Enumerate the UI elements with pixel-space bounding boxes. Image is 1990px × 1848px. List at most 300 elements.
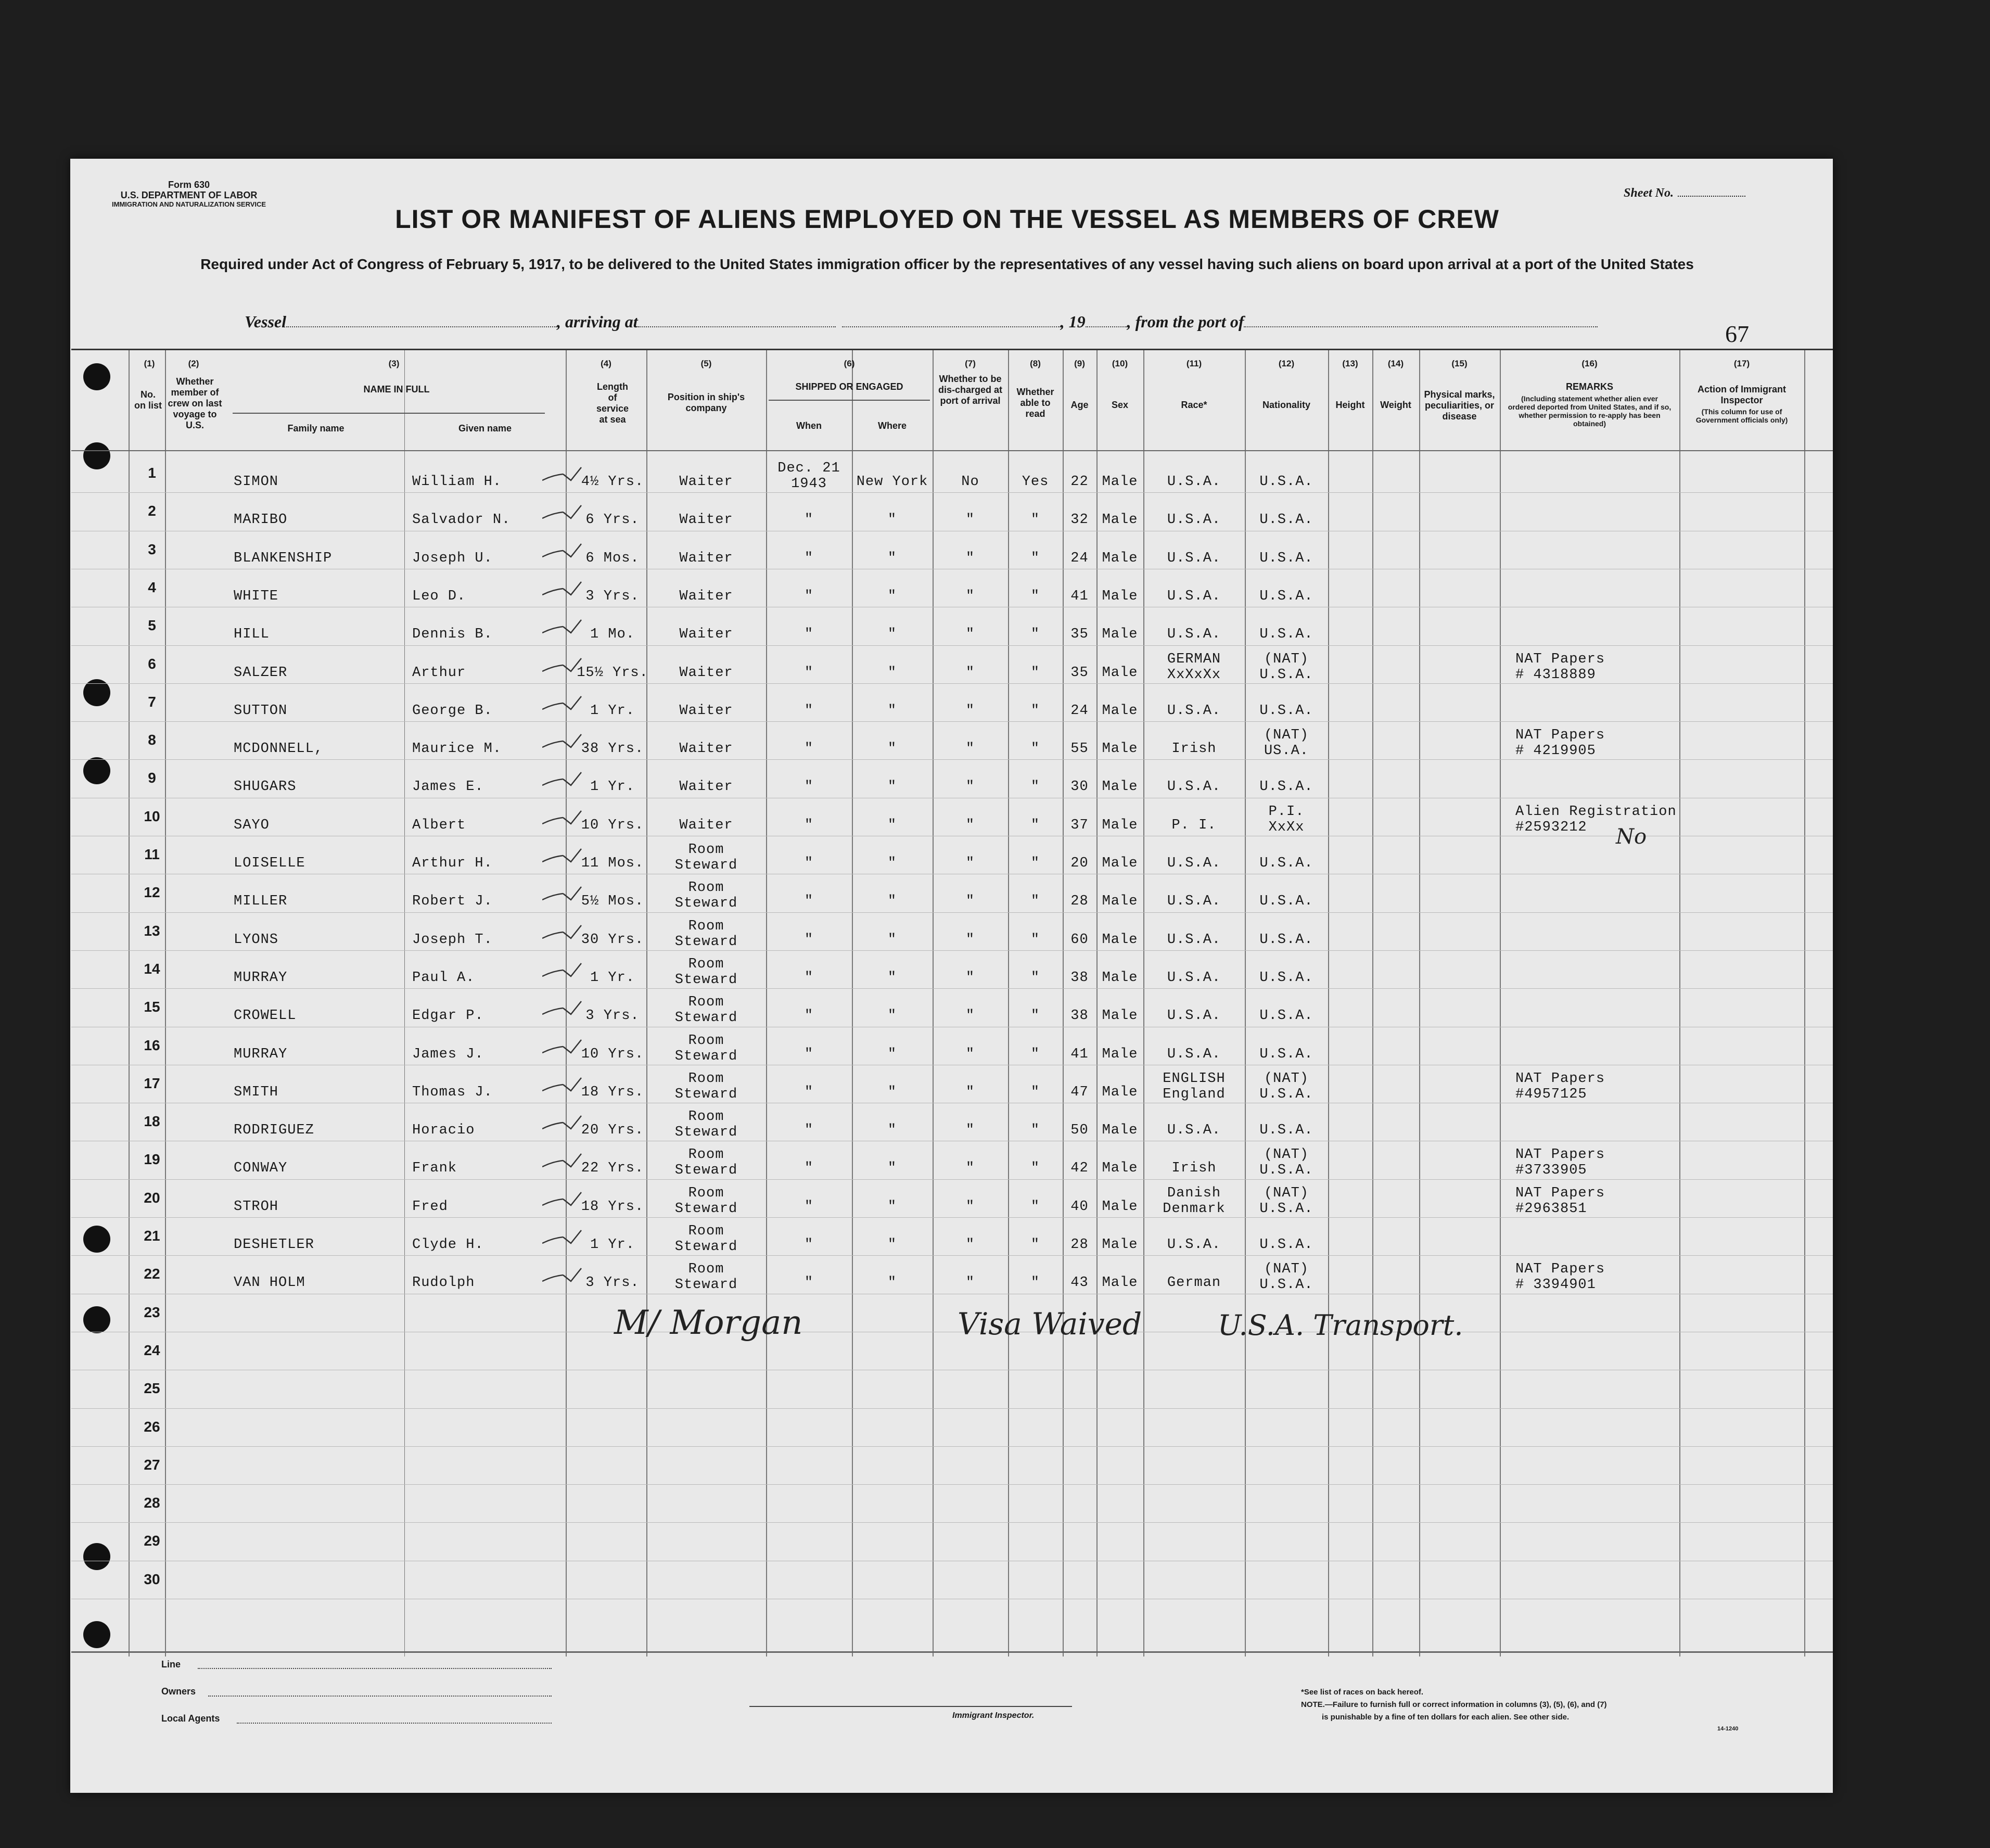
cell-position: Room Steward xyxy=(674,842,738,873)
cell-read: Yes xyxy=(1022,474,1049,490)
cell-race: Irish xyxy=(1171,1161,1217,1177)
cell-where: " xyxy=(887,512,897,528)
cell-family: DESHETLER xyxy=(234,1237,314,1253)
cell-where: " xyxy=(887,779,897,795)
row-number: 23 xyxy=(144,1304,160,1320)
cell-given: Joseph T. xyxy=(412,932,493,948)
cell-when: " xyxy=(804,627,814,643)
cell-family: BLANKENSHIP xyxy=(234,550,333,566)
cell-race: U.S.A. xyxy=(1167,856,1221,871)
check-mark-icon xyxy=(542,656,599,677)
hdr-able-read: Whether able to read xyxy=(1016,387,1054,419)
cell-sex: Male xyxy=(1102,1046,1138,1062)
cell-family: SIMON xyxy=(234,474,279,490)
cell-where: " xyxy=(887,588,897,604)
cell-age: 30 xyxy=(1070,779,1089,795)
check-mark-icon xyxy=(542,808,599,829)
cell-read: " xyxy=(1030,894,1040,910)
cell-read: " xyxy=(1030,817,1040,833)
cell-race: U.S.A. xyxy=(1167,1046,1221,1062)
cell-length: 5½ Mos. xyxy=(581,894,644,910)
cell-position: Waiter xyxy=(679,665,733,681)
row-number: 12 xyxy=(144,884,160,901)
cell-disch: " xyxy=(965,741,975,757)
cell-disch: " xyxy=(965,1275,975,1291)
cell-sex: Male xyxy=(1102,1084,1138,1100)
cell-remarks: Alien Registration #2593212 xyxy=(1515,804,1677,835)
hdr-race: Race* xyxy=(1181,400,1207,410)
cell-where: " xyxy=(887,817,897,833)
cell-age: 32 xyxy=(1070,512,1089,528)
cell-given: Fred xyxy=(412,1199,448,1215)
crew-manifest-table xyxy=(71,349,1833,1656)
cell-when: " xyxy=(804,741,814,757)
cell-disch: " xyxy=(965,970,975,986)
cell-position: Room Steward xyxy=(674,918,738,950)
check-mark-icon xyxy=(542,541,599,562)
cell-disch: " xyxy=(965,932,975,948)
cell-read: " xyxy=(1030,550,1040,566)
row-number: 17 xyxy=(144,1075,160,1091)
cell-nat: U.S.A. xyxy=(1259,1046,1313,1062)
check-mark-icon xyxy=(542,770,599,791)
cell-nat: P.I. XxXx xyxy=(1268,804,1305,835)
cell-when: " xyxy=(804,779,814,795)
cell-race: U.S.A. xyxy=(1167,474,1221,490)
cell-length: 15½ Yrs. xyxy=(577,665,648,681)
cell-length: 3 Yrs. xyxy=(585,1008,640,1024)
hdr-action: Action of Immigrant Inspector xyxy=(1698,384,1786,405)
cell-length: 1 Yr. xyxy=(590,703,635,719)
cell-disch: " xyxy=(965,1199,975,1215)
hdr-shipped-engaged: SHIPPED OR ENGAGED xyxy=(795,381,903,392)
cell-sex: Male xyxy=(1102,1237,1138,1253)
cell-nat: (NAT) U.S.A. xyxy=(1259,1147,1313,1179)
cell-when: " xyxy=(804,703,814,719)
row-number: 7 xyxy=(148,693,156,710)
cell-family: SHUGARS xyxy=(234,779,297,795)
check-mark-icon xyxy=(542,1075,599,1096)
cell-given: William H. xyxy=(412,474,502,490)
cell-remarks: NAT Papers # 3394901 xyxy=(1515,1261,1605,1293)
cell-position: Waiter xyxy=(679,512,733,528)
row-number: 9 xyxy=(148,770,156,786)
row-number: 15 xyxy=(144,999,160,1015)
check-mark-icon xyxy=(542,1151,599,1172)
cell-nat: (NAT) U.S.A. xyxy=(1259,1261,1313,1293)
row-number: 16 xyxy=(144,1037,160,1053)
cell-race: U.S.A. xyxy=(1167,703,1221,719)
cell-when: " xyxy=(804,588,814,604)
sheet-number-field xyxy=(1624,186,1745,200)
cell-nat: U.S.A. xyxy=(1259,550,1313,566)
cell-disch: " xyxy=(965,665,975,681)
cell-nat: (NAT) US.A. xyxy=(1264,728,1309,759)
col-num-4: (4) xyxy=(601,359,611,368)
page-title: LIST OR MANIFEST OF ALIENS EMPLOYED ON THE VESSEL AS MEMBERS OF CREW xyxy=(395,205,1499,234)
cell-nat: (NAT) U.S.A. xyxy=(1259,651,1313,683)
cell-family: MURRAY xyxy=(234,970,288,986)
cell-family: MARIBO xyxy=(234,512,288,528)
page-subtitle: Required under Act of Congress of February 5, 1917, to be delivered to the United States immigration officer by the representatives of any vessel having such aliens on board upon arrival at a port of the United States xyxy=(200,256,1694,272)
cell-read: " xyxy=(1030,856,1040,871)
hdr-position: Position in ship's company xyxy=(667,392,745,413)
cell-family: SUTTON xyxy=(234,703,288,719)
cell-position: Waiter xyxy=(679,741,733,757)
cell-length: 1 Yr. xyxy=(590,779,635,795)
cell-when: " xyxy=(804,665,814,681)
cell-age: 47 xyxy=(1070,1084,1089,1100)
cell-given: Salvador N. xyxy=(412,512,511,528)
row-number: 28 xyxy=(144,1495,160,1511)
cell-when: " xyxy=(804,1008,814,1024)
cell-race: Danish Denmark xyxy=(1163,1185,1226,1217)
row-number: 29 xyxy=(144,1533,160,1549)
row-number: 22 xyxy=(144,1266,160,1282)
cell-given: Edgar P. xyxy=(412,1008,484,1024)
form-code: 14-1240 xyxy=(1717,1726,1739,1732)
cell-race: U.S.A. xyxy=(1167,1123,1221,1139)
usa-transport-handwritten: U.S.A. Transport. xyxy=(1218,1309,1463,1342)
cell-sex: Male xyxy=(1102,550,1138,566)
cell-read: " xyxy=(1030,779,1040,795)
cell-sex: Male xyxy=(1102,474,1138,490)
cell-position: Room Steward xyxy=(674,1223,738,1255)
col-num-6: (6) xyxy=(844,359,855,368)
cell-age: 43 xyxy=(1070,1275,1089,1291)
cell-where: " xyxy=(887,1237,897,1253)
footer-note-races: *See list of races on back hereof. xyxy=(1301,1688,1424,1697)
check-mark-icon xyxy=(542,923,599,944)
cell-age: 35 xyxy=(1070,627,1089,643)
hdr-when: When xyxy=(796,420,822,431)
cell-read: " xyxy=(1030,627,1040,643)
cell-age: 38 xyxy=(1070,970,1089,986)
cell-read: " xyxy=(1030,1123,1040,1139)
cell-remarks: NAT Papers #2963851 xyxy=(1515,1185,1605,1217)
cell-length: 3 Yrs. xyxy=(585,1275,640,1291)
cell-position: Room Steward xyxy=(674,956,738,988)
cell-given: Horacio xyxy=(412,1123,475,1139)
department-name: U.S. DEPARTMENT OF LABOR xyxy=(120,190,258,200)
hdr-given-name: Given name xyxy=(458,423,512,434)
hdr-physical-marks: Physical marks, peculiarities, or disease xyxy=(1424,389,1495,422)
cell-age: 42 xyxy=(1070,1161,1089,1177)
cell-disch: " xyxy=(965,856,975,871)
hdr-whether-member: Whether member of crew on last voyage to U.S. xyxy=(168,376,222,430)
cell-sex: Male xyxy=(1102,817,1138,833)
cell-nat: U.S.A. xyxy=(1259,970,1313,986)
check-mark-icon xyxy=(542,503,599,524)
cell-when: " xyxy=(804,817,814,833)
cell-remarks: NAT Papers # 4219905 xyxy=(1515,728,1605,759)
cell-age: 41 xyxy=(1070,588,1089,604)
cell-where: " xyxy=(887,741,897,757)
cell-disch: No xyxy=(961,474,979,490)
col-num-8: (8) xyxy=(1030,359,1041,368)
cell-race: GERMAN XxXxXx xyxy=(1167,651,1221,683)
check-mark-icon xyxy=(542,617,599,638)
row-number: 25 xyxy=(144,1380,160,1397)
cell-length: 4½ Yrs. xyxy=(581,474,644,490)
row-number: 18 xyxy=(144,1113,160,1130)
check-mark-icon xyxy=(542,884,599,905)
cell-age: 20 xyxy=(1070,856,1089,871)
cell-length: 11 Mos. xyxy=(581,856,644,871)
cell-disch: " xyxy=(965,1008,975,1024)
cell-read: " xyxy=(1030,1199,1040,1215)
cell-nat: U.S.A. xyxy=(1259,894,1313,910)
check-mark-icon xyxy=(542,999,599,1019)
cell-position: Room Steward xyxy=(674,1185,738,1217)
cell-read: " xyxy=(1030,932,1040,948)
col-num-13: (13) xyxy=(1342,359,1358,368)
cell-age: 40 xyxy=(1070,1199,1089,1215)
cell-race: U.S.A. xyxy=(1167,932,1221,948)
cell-disch: " xyxy=(965,588,975,604)
cell-length: 1 Mo. xyxy=(590,627,635,643)
cell-where: " xyxy=(887,856,897,871)
check-mark-icon xyxy=(542,1228,599,1248)
cell-nat: U.S.A. xyxy=(1259,932,1313,948)
cell-position: Waiter xyxy=(679,779,733,795)
cell-nat: U.S.A. xyxy=(1259,703,1313,719)
cell-race: U.S.A. xyxy=(1167,588,1221,604)
arriving-label: , arriving at xyxy=(557,312,638,331)
check-mark-icon xyxy=(542,579,599,600)
cell-given: Thomas J. xyxy=(412,1084,493,1100)
cell-nat: U.S.A. xyxy=(1259,1008,1313,1024)
cell-sex: Male xyxy=(1102,1161,1138,1177)
cell-nat: U.S.A. xyxy=(1259,627,1313,643)
cell-family: VAN HOLM xyxy=(234,1275,305,1291)
check-mark-icon xyxy=(542,1266,599,1286)
cell-remarks: NAT Papers #3733905 xyxy=(1515,1147,1605,1179)
cell-family: SMITH xyxy=(234,1084,279,1100)
hdr-discharged: Whether to be dis-charged at port of arrival xyxy=(938,374,1003,406)
cell-given: Arthur xyxy=(412,665,466,681)
cell-read: " xyxy=(1030,741,1040,757)
cell-given: Rudolph xyxy=(412,1275,475,1291)
cell-nat: U.S.A. xyxy=(1259,1237,1313,1253)
cell-sex: Male xyxy=(1102,856,1138,871)
cell-position: Room Steward xyxy=(674,1070,738,1102)
check-mark-icon xyxy=(542,961,599,982)
col-num-14: (14) xyxy=(1387,359,1404,368)
col-num-17: (17) xyxy=(1733,359,1750,368)
footer-note-penalty: NOTE.—Failure to furnish full or correct information in columns (3), (5), (6), and (7) xyxy=(1301,1700,1607,1709)
row-number: 20 xyxy=(144,1189,160,1206)
hdr-height: Height xyxy=(1335,400,1365,410)
cell-disch: " xyxy=(965,550,975,566)
row-number: 3 xyxy=(148,541,156,557)
hdr-no-on-list: No. on list xyxy=(134,389,162,411)
col-num-15: (15) xyxy=(1451,359,1468,368)
cell-when: " xyxy=(804,1199,814,1215)
cell-sex: Male xyxy=(1102,588,1138,604)
cell-length: 10 Yrs. xyxy=(581,817,644,833)
cell-position: Waiter xyxy=(679,627,733,643)
row-number: 30 xyxy=(144,1571,160,1587)
cell-nat: U.S.A. xyxy=(1259,1123,1313,1139)
cell-when: " xyxy=(804,1123,814,1139)
check-mark-icon xyxy=(542,694,599,715)
cell-race: ENGLISH England xyxy=(1163,1070,1226,1102)
vessel-label: Vessel xyxy=(245,312,286,331)
cell-where: " xyxy=(887,665,897,681)
cell-age: 55 xyxy=(1070,741,1089,757)
from-port-label: , from the port of xyxy=(1127,312,1244,331)
inspector-initials-handwritten: M/ Morgan xyxy=(614,1304,803,1342)
cell-where: " xyxy=(887,970,897,986)
hdr-weight: Weight xyxy=(1380,400,1411,410)
cell-age: 35 xyxy=(1070,665,1089,681)
cell-length: 18 Yrs. xyxy=(581,1199,644,1215)
row-number: 5 xyxy=(148,617,156,634)
cell-length: 3 Yrs. xyxy=(585,588,640,604)
cell-length: 1 Yr. xyxy=(590,1237,635,1253)
cell-position: Waiter xyxy=(679,474,733,490)
cell-given: Clyde H. xyxy=(412,1237,484,1253)
hdr-family-name: Family name xyxy=(287,423,345,434)
row-number: 6 xyxy=(148,655,156,672)
cell-disch: " xyxy=(965,779,975,795)
cell-where: " xyxy=(887,1084,897,1100)
form-number: Form 630 xyxy=(168,180,210,190)
row-number: 24 xyxy=(144,1342,160,1358)
cell-age: 60 xyxy=(1070,932,1089,948)
hdr-sex: Sex xyxy=(1111,400,1129,410)
cell-sex: Male xyxy=(1102,741,1138,757)
col-num-12: (12) xyxy=(1278,359,1295,368)
check-mark-icon xyxy=(542,1113,599,1134)
cell-given: Leo D. xyxy=(412,588,466,604)
cell-position: Room Steward xyxy=(674,1261,738,1293)
cell-read: " xyxy=(1030,1237,1040,1253)
cell-race: U.S.A. xyxy=(1167,970,1221,986)
cell-age: 24 xyxy=(1070,550,1089,566)
cell-read: " xyxy=(1030,1161,1040,1177)
cell-sex: Male xyxy=(1102,1199,1138,1215)
cell-length: 20 Yrs. xyxy=(581,1123,644,1139)
service-name: IMMIGRATION AND NATURALIZATION SERVICE xyxy=(112,200,266,208)
cell-disch: " xyxy=(965,817,975,833)
cell-race: Irish xyxy=(1171,741,1217,757)
cell-where: " xyxy=(887,1275,897,1291)
row-number: 1 xyxy=(148,465,156,481)
cell-disch: " xyxy=(965,1123,975,1139)
cell-race: U.S.A. xyxy=(1167,894,1221,910)
cell-where: " xyxy=(887,1199,897,1215)
cell-where: " xyxy=(887,1008,897,1024)
cell-read: " xyxy=(1030,512,1040,528)
row-number: 21 xyxy=(144,1228,160,1244)
immigrant-inspector-label: Immigrant Inspector. xyxy=(952,1711,1035,1720)
col-num-2: (2) xyxy=(188,359,199,368)
cell-sex: Male xyxy=(1102,970,1138,986)
hdr-length-service: Length of service at sea xyxy=(596,381,629,425)
cell-sex: Male xyxy=(1102,932,1138,948)
check-mark-icon xyxy=(542,1190,599,1210)
cell-disch: " xyxy=(965,1161,975,1177)
cell-family: RODRIGUEZ xyxy=(234,1123,314,1139)
hdr-age: Age xyxy=(1070,400,1089,410)
cell-race: P. I. xyxy=(1171,817,1217,833)
cell-disch: " xyxy=(965,512,975,528)
hdr-remarks: REMARKS xyxy=(1565,381,1613,392)
cell-nat: U.S.A. xyxy=(1259,474,1313,490)
cell-where: " xyxy=(887,932,897,948)
cell-length: 18 Yrs. xyxy=(581,1084,644,1100)
row-number: 10 xyxy=(144,808,160,824)
col-num-9: (9) xyxy=(1074,359,1085,368)
cell-race: U.S.A. xyxy=(1167,512,1221,528)
cell-position: Waiter xyxy=(679,817,733,833)
cell-age: 41 xyxy=(1070,1046,1089,1062)
cell-family: MCDONNELL, xyxy=(234,741,324,757)
cell-family: MILLER xyxy=(234,894,288,910)
hdr-remarks-sub: (Including statement whether alien ever ordered deported from United States, and if so, whether permission to re-apply has been obtained) xyxy=(1508,394,1672,428)
cell-family: WHITE xyxy=(234,588,279,604)
cell-given: James J. xyxy=(412,1046,484,1062)
footer-line-label: Line xyxy=(161,1659,181,1669)
cell-disch: " xyxy=(965,1084,975,1100)
cell-position: Waiter xyxy=(679,550,733,566)
cell-sex: Male xyxy=(1102,703,1138,719)
cell-position: Room Steward xyxy=(674,880,738,912)
cell-read: " xyxy=(1030,665,1040,681)
cell-sex: Male xyxy=(1102,1123,1138,1139)
cell-remarks: NAT Papers # 4318889 xyxy=(1515,651,1605,683)
cell-race: U.S.A. xyxy=(1167,550,1221,566)
cell-age: 28 xyxy=(1070,1237,1089,1253)
cell-where: New York xyxy=(856,474,928,490)
row-number: 8 xyxy=(148,732,156,748)
cell-disch: " xyxy=(965,1046,975,1062)
cell-remarks: NAT Papers #4957125 xyxy=(1515,1070,1605,1102)
cell-position: Waiter xyxy=(679,703,733,719)
cell-when: " xyxy=(804,1161,814,1177)
cell-read: " xyxy=(1030,970,1040,986)
cell-where: " xyxy=(887,1123,897,1139)
check-mark-icon xyxy=(542,1037,599,1058)
footer-note xyxy=(1301,1686,1769,1724)
cell-race: U.S.A. xyxy=(1167,779,1221,795)
cell-sex: Male xyxy=(1102,512,1138,528)
cell-sex: Male xyxy=(1102,779,1138,795)
cell-when: " xyxy=(804,550,814,566)
cell-given: Joseph U. xyxy=(412,550,493,566)
cell-when: " xyxy=(804,894,814,910)
cell-read: " xyxy=(1030,1084,1040,1100)
cell-age: 50 xyxy=(1070,1123,1089,1139)
cell-age: 28 xyxy=(1070,894,1089,910)
cell-when: " xyxy=(804,1275,814,1291)
cell-disch: " xyxy=(965,1237,975,1253)
cell-nat: U.S.A. xyxy=(1259,856,1313,871)
cell-given: Paul A. xyxy=(412,970,475,986)
cell-read: " xyxy=(1030,703,1040,719)
cell-nat: U.S.A. xyxy=(1259,512,1313,528)
cell-position: Room Steward xyxy=(674,995,738,1026)
cell-read: " xyxy=(1030,1046,1040,1062)
cell-family: SAYO xyxy=(234,817,270,833)
row-number: 2 xyxy=(148,503,156,519)
row-number: 11 xyxy=(144,846,160,862)
cell-age: 37 xyxy=(1070,817,1089,833)
cell-given: Frank xyxy=(412,1161,457,1177)
col-num-1: (1) xyxy=(144,359,155,368)
